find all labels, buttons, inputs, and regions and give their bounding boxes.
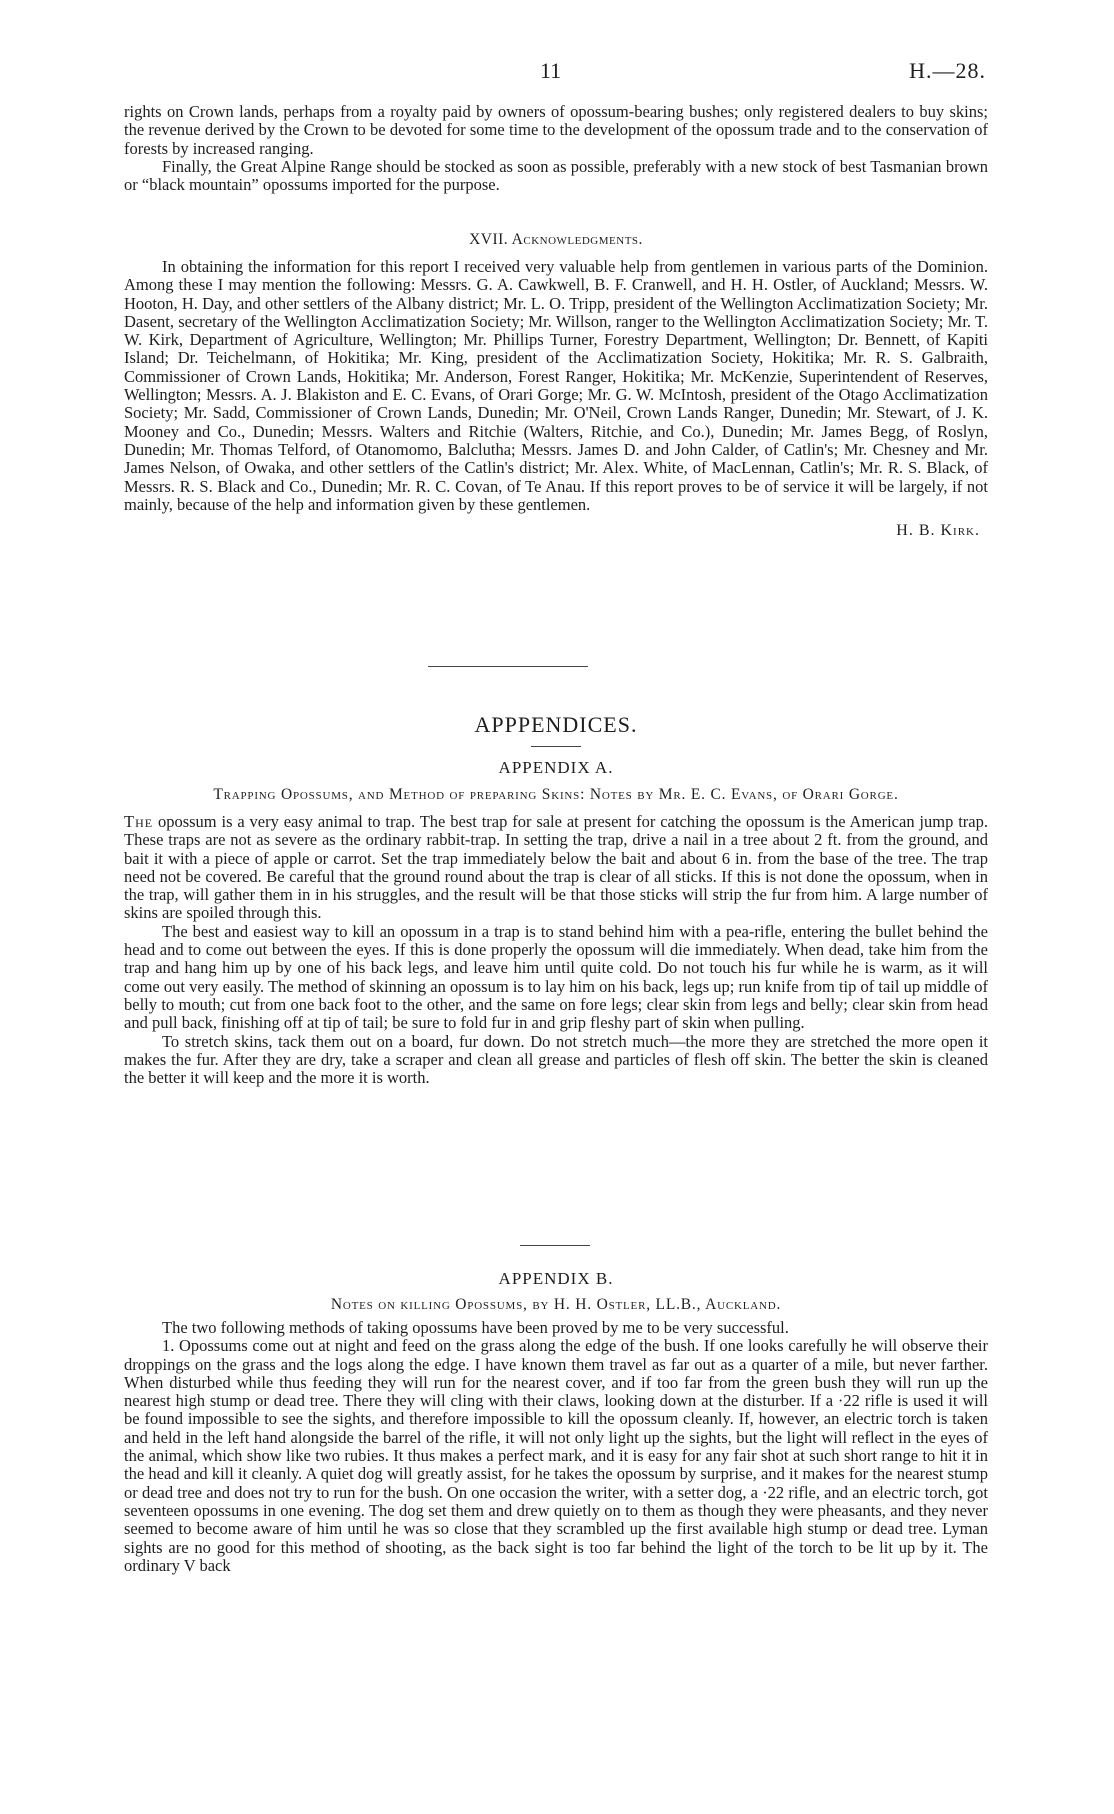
document-reference: H.—28. [909,58,986,83]
appendix-b-subtitle: Notes on killing Opossums, by H. H. Ostler, LL.B., Auckland. [330,1296,782,1313]
paragraph: The best and easiest way to kill an opossum in a trap is to stand behind him with a pea-rifle, entering the bullet behind the head and to come out between the eyes. If this is done properly the opossum will die immediately. When dead, take him from the trap and hang him up by one of his back legs, and leave him until quite cold. Do not touch his fur while he is warm, as it will come out very easily. The method of skinning an opossum is to lay him on his back, legs up; run knife from tip of tail up middle of belly to mouth; cut from one back foot to the other, and the same on fore legs; clear skin from legs and belly; clear skin from head and pull back, finishing off at tip of tail; be sure to fold fur in and grip fleshy part of skin when pulling. [124,921,988,1033]
signature: H. B. Kirk. [896,522,980,540]
appendix-b [124,1268,988,1575]
section-xvii [124,230,988,540]
appendices [124,712,988,1087]
paragraph [124,813,988,923]
paragraph: In obtaining the information for this report I received very valuable help from gentlemen in various parts of the Dominion. Among these I may mention the following: Messrs. G. A. Cawkwell, B. F. Cranwell, and H. H. Ostler, of Auckland; Messrs. W. Hooton, H. Day, and other settlers of the Albany district; Mr. L. O. Tripp, president of the Wellington Acclimatization Society; Mr. Dasent, secretary of the Wellington Acclimatization Society; Mr. Willson, ranger to the Wellington Acclimatization Society; Mr. T. W. Kirk, Department of Agriculture, Wellington; Mr. Phillips Turner, Forestry Department, Wellington; Dr. Bennett, of Kapiti Island; Dr. Teichelmann, of Hokitika; Mr. King, president of the Acclimatization Society, Hokitika; Mr. R. S. Galbraith, Commissioner of Crown Lands, Hokitika; Mr. Anderson, Forest Ranger, Hokitika; Mr. McKenzie, Superintendent of Reserves, Wellington; Messrs. A. J. Blakiston and E. C. Evans, of Orari Gorge; Mr. G. W. McIntosh, president of the Otago Acclimatization Society; Mr. Sadd, Commissioner of Crown Lands, Dunedin; Mr. O'Neil, Crown Lands Ranger, Dunedin; Mr. Stewart, of J. K. Mooney and Co., Dunedin; Messrs. Walters and Ritchie (Walters, Ritchie, and Co.), Dunedin; Mr. James Begg, of Roslyn, Dunedin; Mr. Thomas Telford, of Otanomomo, Balclutha; Messrs. James D. and John Calder, of Catlin's; Mr. Chesney and Mr. James Nelson, of Owaka, and other settlers of the Catlin's district; Mr. Alex. White, of MacLennan, Catlin's; Mr. R. S. Black, of Messrs. R. S. Black and Co., Dunedin; Mr. R. C. Covan, of Te Anau. If this report proves to be of service it will be largely, if not mainly, because of the help and information given by these gentlemen. [124,257,988,514]
page-header [0,58,1114,88]
paragraph: To stretch skins, tack them out on a board, fur down. Do not stretch much—the more they are stretched the more open it makes the fur. After they are dry, take a scraper and clean all grease and particles of flesh off skin. The better the skin is cleaned the better it will keep and the more it is worth. [124,1031,988,1088]
divider [531,746,581,747]
appendix-a-heading: APPENDIX A. [498,758,614,777]
appendices-heading: APPPENDICES. [474,712,638,737]
paragraph: rights on Crown lands, perhaps from a royalty paid by owners of opossum-bearing bushes; only registered dealers to buy skins; the revenue derived by the Crown to be devoted for some time to the development of the opossum trade and to the conservation of forests by increased ranging. [124,102,988,158]
divider [428,666,588,667]
paragraph: The two following methods of taking opossums have been proved by me to be very successful. [162,1318,789,1337]
lead-word: The [124,812,154,831]
paragraph: Finally, the Great Alpine Range should be stocked as soon as possible, preferably with a new stock of best Tasmanian brown or “black mountain” opossums imported for the purpose. [124,156,988,195]
paragraph-text: opossum is a very easy animal to trap. The best trap for sale at present for catching the opossum is the American jump trap. These traps are not as severe as the ordinary rabbit-trap. In setting the trap, drive a nail in a tree about 2 ft. from the ground, and bait it with a piece of apple or carrot. Set the trap immediately below the bait and about 6 in. from the base of the tree. The trap need not be covered. Be careful that the ground round about the trap is clear of all sticks. If this is not done the opossum, when in the trap, will gather them in in his struggles, and the result will be that those sticks will strip the fur from him. A large number of skins are spoiled through this. [124,812,988,923]
page-number: 11 [540,58,562,83]
paragraph: 1. Opossums come out at night and feed on the grass along the edge of the bush. If one looks carefully he will observe their droppings on the grass and the logs along the edge. I have known them travel as far out as a quarter of a mile, but never farther. When disturbed while thus feeding they will run for the nearest cover, and if too far from the green bush they will run up the nearest high stump or dead tree. There they will cling with their claws, looking down at the disturber. If a ·22 rifle is used it will be found impossible to see the sights, and therefore impossible to kill the opossum cleanly. If, however, an electric torch is taken and held in the left hand alongside the barrel of the rifle, it will not only light up the sights, but the light will reflect in the eyes of the animal, which show like two rubies. It thus makes a perfect mark, and it is easy for any fair shot at such short range to hit it in the head and kill it cleanly. A quiet dog will greatly assist, for he takes the opossum by surprise, and it makes for the nearest stump or dead tree and does not try to run for the bush. On one occasion the writer, with a setter dog, a ·22 rifle, and an electric torch, got seventeen opossums in one evening. The dog set them and drew quietly on to them as though they were pheasants, and they never seemed to become aware of him until he was so close that they scrambled up the first available high stump or dead tree. Lyman sights are no good for this method of shooting, as the back sight is too far behind the light of the torch to be lit up by it. The ordinary V back [124,1336,988,1575]
appendix-b-heading: APPENDIX B. [498,1269,614,1288]
section-title: XVII. Acknowledgments. [469,231,643,248]
appendix-a-subtitle: Trapping Opossums, and Method of preparing Skins: Notes by Mr. E. C. Evans, of Orari Gorge. [213,786,899,803]
section-xvi-continuation [124,103,988,194]
divider [520,1245,590,1246]
